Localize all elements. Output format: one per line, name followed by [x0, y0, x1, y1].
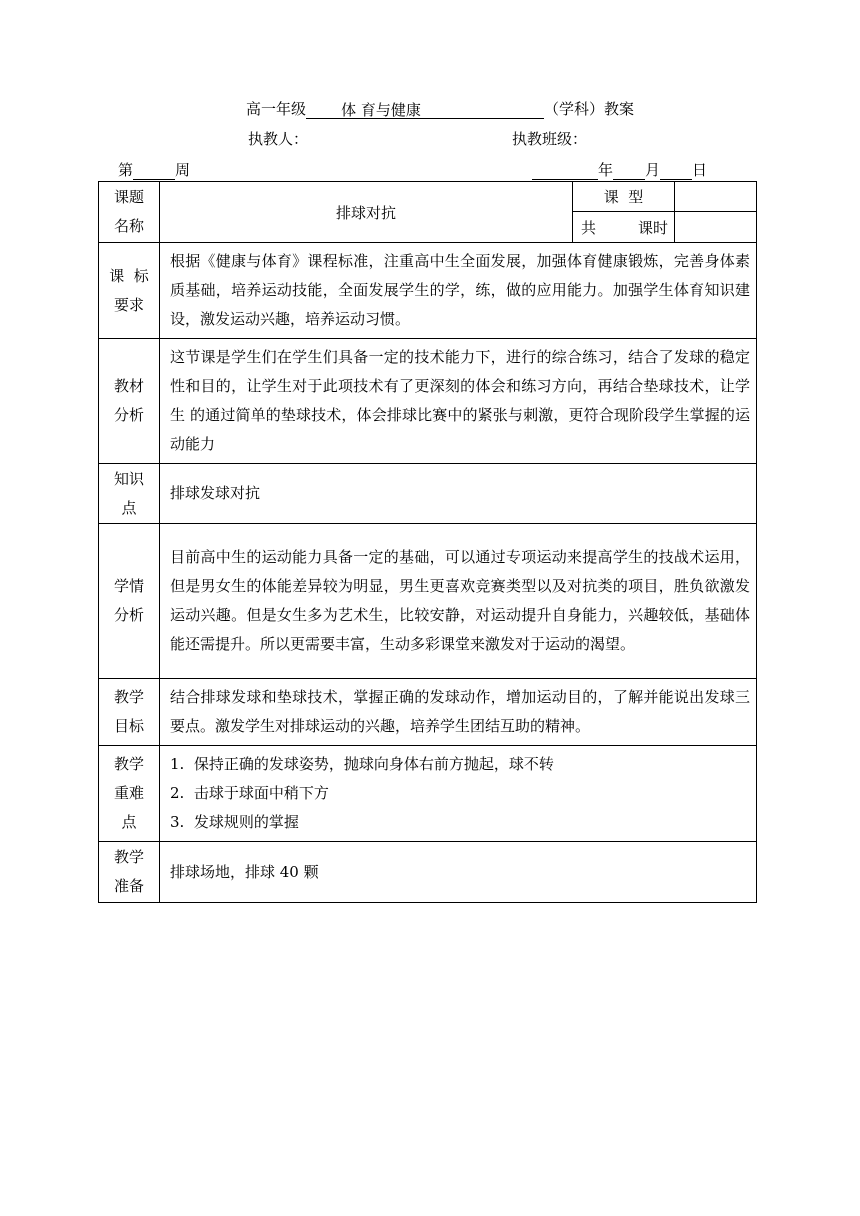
goal-label	[99, 679, 160, 746]
preparation-content: 排球场地，排球 40 颗	[160, 842, 757, 903]
analysis-label-line-1: 学情	[113, 577, 144, 595]
material-row	[99, 339, 757, 464]
teacher-label: 执教人：	[248, 130, 309, 148]
month-label: 月	[645, 161, 661, 179]
day-field	[660, 161, 692, 180]
goal-content: 结合排球发球和垫球技术，掌握正确的发球动作，增加运动目的，了解并能说出发球三要点。激发学生对排球运动的兴趣，培养学生团结互助的精神。	[160, 679, 757, 746]
keypoint-item-1: 1. 保持正确的发球姿势，抛球向身体右前方抛起，球不转	[170, 755, 554, 773]
topic-label-line-2: 名称	[113, 217, 144, 235]
day-label: 日	[692, 161, 708, 179]
preparation-label-line-2: 准备	[113, 877, 144, 895]
knowledge-row	[99, 464, 757, 524]
preparation-row	[99, 842, 757, 903]
standard-row	[99, 243, 757, 339]
subject-field	[306, 100, 456, 119]
material-label	[99, 339, 160, 464]
week-suffix: 周	[175, 161, 191, 179]
year-field	[532, 161, 598, 180]
goal-row	[99, 679, 757, 746]
analysis-row	[99, 524, 757, 679]
preparation-label-line-1: 教学	[113, 848, 144, 866]
knowledge-label-line-2: 点	[121, 498, 137, 517]
topic-value: 排球对抗	[160, 182, 573, 243]
knowledge-label-line-1: 知识	[113, 469, 144, 488]
topic-label-line-1: 课题	[113, 188, 144, 206]
standard-label-line-1: 课 标	[109, 266, 149, 285]
keypoints-row	[99, 746, 757, 842]
week-line	[118, 160, 190, 180]
subject-value: 体 育与健康	[341, 101, 421, 119]
knowledge-label	[99, 464, 160, 524]
material-content: 这节课是学生们在学生们具备一定的技术能力下，进行的综合练习，结合了发球的稳定性和目的，让学生对于此项技术有了更深刻的体会和练习方向，再结合垫球技术，让学生 的通过简单的垫球技术，体会排球比赛中的紧张与刺激，更符合现阶段学生掌握的运动能力	[160, 339, 757, 464]
class-label: 执教班级：	[512, 130, 588, 148]
hours-label: 课时	[637, 218, 668, 237]
keypoints-label	[99, 746, 160, 842]
standard-label	[99, 243, 160, 339]
week-prefix: 第	[118, 161, 134, 179]
goal-label-line-1: 教学	[113, 688, 144, 706]
preparation-label	[99, 842, 160, 903]
topic-label	[99, 182, 160, 243]
keypoint-item-2: 2. 击球于球面中稍下方	[170, 784, 329, 802]
grade-label: 高一年级	[246, 100, 307, 118]
hours-value	[675, 212, 757, 243]
total-label: 共	[581, 218, 597, 237]
standard-label-line-2: 要求	[113, 295, 144, 314]
type-label: 课 型	[573, 182, 675, 212]
topic-row	[99, 182, 757, 212]
analysis-label-line-2: 分析	[113, 606, 144, 624]
keypoints-content	[160, 746, 757, 842]
material-label-line-2: 分析	[113, 406, 144, 424]
keypoints-label-line-3: 点	[121, 813, 137, 831]
analysis-content: 目前高中生的运动能力具备一定的基础，可以通过专项运动来提高学生的技战术运用，但是男女生的体能差异较为明显，男生更喜欢竞赛类型以及对抗类的项目，胜负欲激发运动兴趣。但是女生多为艺术生，比较安静，对运动提升自身能力，兴趣较低，基础体能还需提升。所以更需要丰富，生动多彩课堂来激发对于运动的渴望。	[160, 524, 757, 679]
keypoints-label-line-1: 教学	[113, 755, 144, 773]
type-value	[675, 182, 757, 212]
year-label: 年	[598, 161, 614, 179]
lesson-plan-title	[246, 99, 634, 119]
subject-field-gap	[456, 100, 544, 119]
hours-cell	[573, 212, 675, 243]
goal-label-line-2: 目标	[113, 717, 144, 735]
material-label-line-1: 教材	[113, 377, 144, 395]
lesson-plan-table	[98, 181, 757, 903]
knowledge-content: 排球发球对抗	[160, 464, 757, 524]
standard-content: 根据《健康与体育》课程标准，注重高中生全面发展，加强体育健康锻炼，完善身体素质基础，培养运动技能，全面发展学生的学，练，做的应用能力。加强学生体育知识建设，激发运动兴趣，培养运动习惯。	[160, 243, 757, 339]
subject-suffix: （学科）教案	[544, 100, 635, 118]
analysis-label	[99, 524, 160, 679]
month-field	[613, 161, 645, 180]
keypoints-label-line-2: 重难	[113, 784, 144, 802]
date-line	[532, 160, 707, 180]
keypoint-item-3: 3. 发球规则的掌握	[170, 813, 299, 831]
week-field	[133, 161, 175, 180]
